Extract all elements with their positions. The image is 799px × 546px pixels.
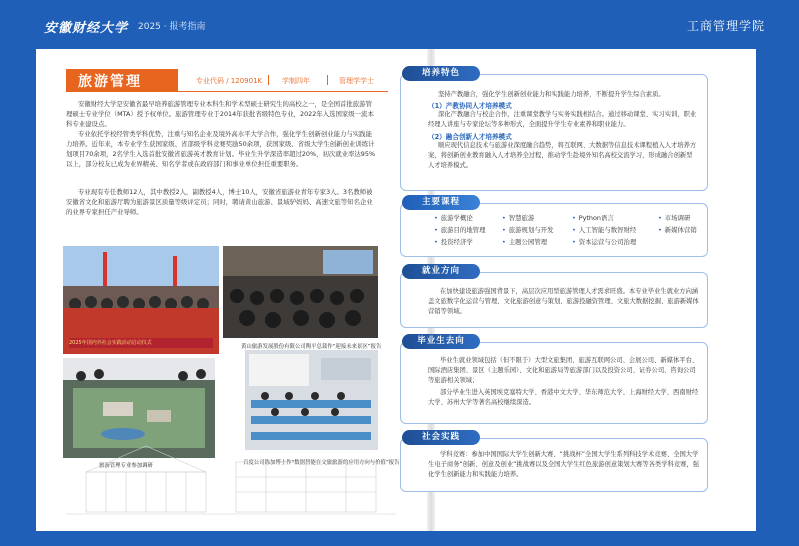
course-item: • 智慧旅游 [502,213,534,222]
practice-heading: 社会实践 [402,430,480,445]
features-heading: 培养特色 [402,66,480,81]
meta-divider [268,75,269,85]
intro-paragraph: 安徽财经大学是安徽省最早培养旅游管理专业本科生和学术型硕士研究生的高校之一，是全国首批旅游管理硕士专业学位（MTA）授予权单位。旅游管理专业于2014年获批省级特色专业，2022年入选国家级一流本科专业建设点。 [66,100,374,128]
course-item: • 旅游目的地管理 [434,225,486,234]
major-title-tag [66,69,178,91]
intro-paragraph: 专业现有专任教师12人，其中教授2人，副教授4人，博士10人，安徽省旅游业青年专家3人。3名教师被安徽省文化和旅游厅聘为旅游景区质量等级评定员；同时，聘请黄山旅游、景域驴妈妈、高速文旅等知名企业的业界专家担任产业导师。 [66,188,373,216]
course-item: • Python语言 [572,213,614,222]
practice-text: 学科竞赛：参加中国国际大学生创新大赛、“挑战杯”全国大学生系列科技学术竞赛、全国大学生电子商务“创新、创意及创业”挑战赛以及全国大学生红色旅游创意策划大赛等各类学科竞赛，强化学生创新能力和实践能力培养。 [428,451,699,478]
group-photo [63,246,219,354]
graduates-text: 部分毕业生进入英国埃克塞特大学、香港中文大学、华东师范大学、上海财经大学、西南财经大学、苏州大学等著名高校继续深造。 [428,389,699,406]
top-banner [0,0,799,44]
employment-heading: 就业方向 [402,264,480,279]
major-title: 旅游管理 [78,74,142,90]
graduates-heading: 毕业生去向 [402,334,480,349]
course-item: • 人工智能与数智财经 [572,225,636,234]
course-item: • 主题公园管理 [502,237,547,246]
major-code: 专业代码 / 120901K [196,77,263,85]
photo-caption: 黄山旅游发展股份有限公司陶平总裁作“迎接未来景区”报告 [241,344,382,350]
feature-subheading: （2）融合创新人才培养模式 [428,133,512,141]
employment-text: 在加快建设旅游强国背景下，高层次应用型旅游管理人才需求旺盛。本专业毕业生就业方向涵盖文旅数字化运营与管理、文化旅游创意与策划、旅游投融资管理、文旅大数据挖掘、旅游新媒体营销等领域。 [428,288,699,315]
photo-caption: 旅游管理专业参加调研 [99,463,153,469]
lecture-photo-drawing [223,246,378,338]
course-item: • 旅游规划与开发 [502,225,554,234]
group-photo-drawing [63,246,219,354]
course-item: • 投资经济学 [434,237,473,246]
lecture-photo [223,246,378,338]
intro-paragraph: 专业依托学校经管类学科优势，注重与知名企业及境外高水平大学合作，强化学生创新创业能力与实践能力培养。近年来，本专业学生获国家级、省部级学科竞赛奖励50余项，获国家级、省级大学生创新创业训练计划项目70余项，2名学生入选首批安徽省旅游英才教育计划。毕业生升学深造率超过20%，初次就业率达95%以上，部分校友已成为业界精英、知名学者或在政府部门和事业单位担任重要职务。 [66,130,376,168]
course-item: • 新媒体营销 [658,225,697,234]
major-duration: 学制四年 [282,77,310,85]
course-item: • 资本运营与公司治理 [572,237,636,246]
issue-label: 2025 · 报考指南 [138,22,206,32]
university-logo-text: 安徽财经大学 [44,21,129,36]
feature-text: 顺应现代信息技术与旅游业深度融合趋势，将互联网、大数据等信息技术课程植入人才培养方案，将创新创业教育融入人才培养全过程，推动学生赴境外知名高校交流学习，形成融合创新型人才培养模式。 [428,142,697,169]
graduates-text: 毕业生就业领域包括（但不限于）大型文旅集团、旅游互联网公司、会展公司、新媒体平台、国际酒店集团、景区（主题乐园）、文化和旅游局等旅游部门以及投资公司、证券公司、咨询公司等旅游相关领域； [428,357,699,384]
course-item: • 市场调研 [658,213,690,222]
photo-caption: 百度公司陈加博士作“数据智能在文旅旅游的应用方向与价值”报告 [243,460,400,466]
bottom-band [0,531,799,546]
feature-text: 深化产教融合与校企合作，注重课堂教学与实务实践相结合。通过移动课堂、实习实训、职业经理人讲座与专家论坛等多种形式，全面提升学生专业素养和职业能力。 [428,111,697,128]
banner-text: 2025年国内外社会实践活动启动仪式 [69,340,152,346]
features-intro: 坚持产教融合，强化学生创新创业能力和实践能力培养，不断提升学生综合素质。 [438,91,665,98]
course-item: • 旅游学概论 [434,213,473,222]
title-underline [66,91,388,92]
meta-divider [327,75,328,85]
major-degree: 管理学学士 [339,77,374,85]
campus-sketch-illustration [66,432,396,522]
courses-heading: 主要课程 [402,195,480,210]
feature-subheading: （1）产教协同人才培养模式 [428,102,512,110]
college-name: 工商管理学院 [686,19,765,33]
